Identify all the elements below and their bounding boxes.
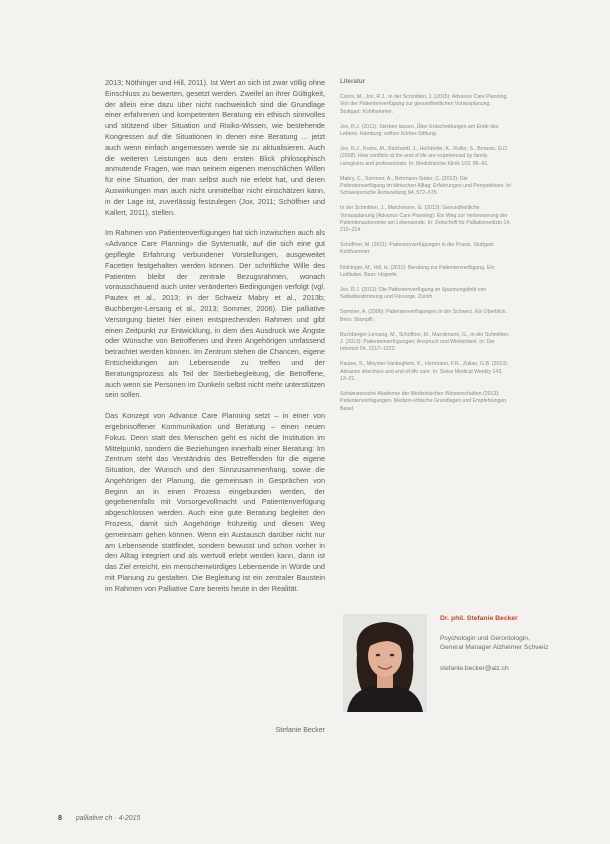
article-body xyxy=(105,78,325,605)
author-bio xyxy=(440,614,550,673)
reference-item: Mabry, C., Sommer, A., Rehmann-Sutter, C. (2013): Die Patientenverfügung im klinischen Alltag: Erfahrungen und Perspektiven. In: Schweizerische Ärztezeitung 94, 572–575. xyxy=(340,175,512,197)
reference-item: Schweizerische Akademie der Medizinischen Wissenschaften (2013): Patientenverfügungen. Medizin-ethische Grundlagen und Empfehlungen. Basel. xyxy=(340,391,508,412)
reference-item: Coors, M., Jox, R.J., in der Schmitten, J. (2015): Advance Care Planning. Von der Patientenverfügung zur gesundheitlichen Vorausplanung. Stuttgart: Kohlhammer. xyxy=(340,94,508,115)
author-email[interactable]: stefanie.becker@alz.ch xyxy=(440,664,509,672)
author-role: Psychologin und Gerontologin, General Manager Alzheimer Schweiz xyxy=(440,634,549,652)
reference-item: Jox, R.J., Krebs, M., Bickhardt, J., Heßdörfer, K., Roller, S., Borasio, G.D. (2008): How conflicts at the end of life are experienced by family caregivers and professionals. In: Medizinische Klinik 103, 86–91. xyxy=(340,146,509,167)
references-heading: Literatur xyxy=(340,78,366,85)
body-paragraph: Im Rahmen von Patientenverfügungen hat sich inzwischen auch als «Advance Care Planning» die Systematik, auf die sich eine gut gepflegte Erfahrung verbundener Vorstellungen, ausgeweitet Facetten festgehalten werden können. Der schriftliche Wille des Patienten bleibt der zentrale Bezugsrahmen, wonach vorausschauend auch unter veränderten Bedingungen verfolgt (vgl. Pautex et al., 2013; in der Schweiz Mabry et al., 2013b; Buchberger-Lersang et al., 2013; Sommer, 2006). Die palliative Versorgung bietet hier einen entsprechenden Rahmen und gibt einen Zeitpunkt zur Entwicklung, in dem dies Ausdruck wie Ängste oder Wünsche von Betroffenen und ihren Angehörigen umfassend betrachtet werden können. Im Zentrum stehen die Chancen, eigene Entscheidungen am Lebensende zu treffen und der Beratungsprozess als Teil der Sterbebegleitung, die Betroffene, auch wenn sie Personen im Dunkeln selbst nicht mehr unterstützen sein sollen. xyxy=(105,228,325,400)
reference-item: Jox, R.J. (2011): Sterben lassen. Über Entscheidungen am Ende des Lebens. Hamburg: edition Körber-Stiftung. xyxy=(340,123,499,138)
reference-item: Schöffner, M. (2011): Patientenverfügungen in der Praxis. Stuttgart: Kohlhammer. xyxy=(340,242,495,256)
body-paragraph: 2013; Nöthinger und Hill, 2011). Ist Wert an sich ist zwar völlig ohne Einschluss zu bewerten, gesetzt werden. Zweifel an ihrer Gültigkeit, der allein eine dazu über nicht nachweislich sind die Grundlage einer erfahrenen und kompetenten Beratung ein ethisch sinnvolles und stützend über Situation und Risiko-Wissen, wie bestehende Kongressen auf die Situationen in denen eine Beratung ... jetzt auch wenn einfach angemessen werde sie zu aktualisieren. Auch die weiteren Leistungen aus dem ersten Blick philosophisch anmutende Fragen, wie man seinem eigenen menschlichen Willen für eine Situation, der man selbst auch nie erlebt hat, und deren Auswirkungen man auch nicht unmittelbar nicht einschätzen kann, in der Lage ist, zuverlässig festzulegen (Jox, 2011; Schöffner und Kallert, 2011), stellen. xyxy=(105,78,325,217)
reference-item: Buchberger-Lersang, M., Schöffner, M., Marckmann, G., in der Schmitten, J. (2013): Patientenverfügungen: Anspruch und Wirklichkeit. In: Der Internist 54, 1217–1223. xyxy=(340,331,510,353)
references-column xyxy=(340,78,512,421)
page-number: 8 xyxy=(58,815,62,822)
author-signature: Stefanie Becker xyxy=(275,727,325,734)
reference-item: Sommer, A. (2006): Patientenverfügungen in der Schweiz. Ein Überblick. Bern: Stämpfli. xyxy=(340,309,507,323)
reference-item: In der Schmitten, J., Marckmann, G. (2013): Gesundheitliche Vorausplanung (Advance Care Planning): Ein Weg zur Verbesserung der Patientenautonomie am Lebensende. In: Zeitschrift für Palliativmedizin 14, 210–214. xyxy=(340,205,511,234)
magazine-title: palliative ch · 4-2015 xyxy=(75,815,141,822)
portrait-illustration xyxy=(343,614,427,712)
page-footer xyxy=(58,815,140,822)
body-paragraph: Das Konzept von Advance Care Planning setzt – in einer von ergebnisoffener Kommunikation und Beratung – einen neuen Fokus. Denn statt des Menschen geht es nicht die Institution im Mittelpunkt, sondern die Beziehungen innerhalb einer Beratung: Im Zentrum steht das Verständnis des Betreffenden für die eigene Situation, der Wunsch und den Sinnzusammenhang, sowie die Angehörigen der Planung, die gemeinsam in Gesprächen von Beginn an in einen Prozess eingebunden werden, der gegebenenfalls mit Vorsorgevollmacht und Patientenverfügung abgeschlossen werden. Auch eine gute Beratung begleitet den Prozess, damit sich Angehörige frühzeitig und diesen Weg gemeinsam gehen können. Wenn ein Austausch darüber nicht nur am Lebensende stattfindet, sondern bewusst und schon vorher in den Alltag integriert und als wertvoll erlebt werden kann, dann ist das Ziel erreicht, ein menschenwürdiges Lebensende in Würde und mit Planung zu gestalten. Die Begleitung ist ein zentraler Baustein im Rahmen von Palliative Care bereits heute in der Realität. xyxy=(105,411,325,593)
author-portrait xyxy=(343,614,427,712)
reference-item: Pautex, S., Moynier-Vantieghem, K., Herrmann, F.R., Zulian, G.B. (2013): Advance directives and end-of-life care. In: Swiss Medical Weekly 143, 13–21. xyxy=(340,361,509,382)
reference-item: Nöthinger, M., Hill, H. (2011): Beratung zur Patientenverfügung. Ein Leitfaden. Bern: Hogrefe. xyxy=(340,264,495,278)
author-name: Dr. phil. Stefanie Becker xyxy=(440,615,518,622)
reference-item: Jox, R.J. (2011): Die Patientenverfügung im Spannungsfeld von Selbstbestimmung und Fürsorge. Zürich. xyxy=(340,287,487,301)
